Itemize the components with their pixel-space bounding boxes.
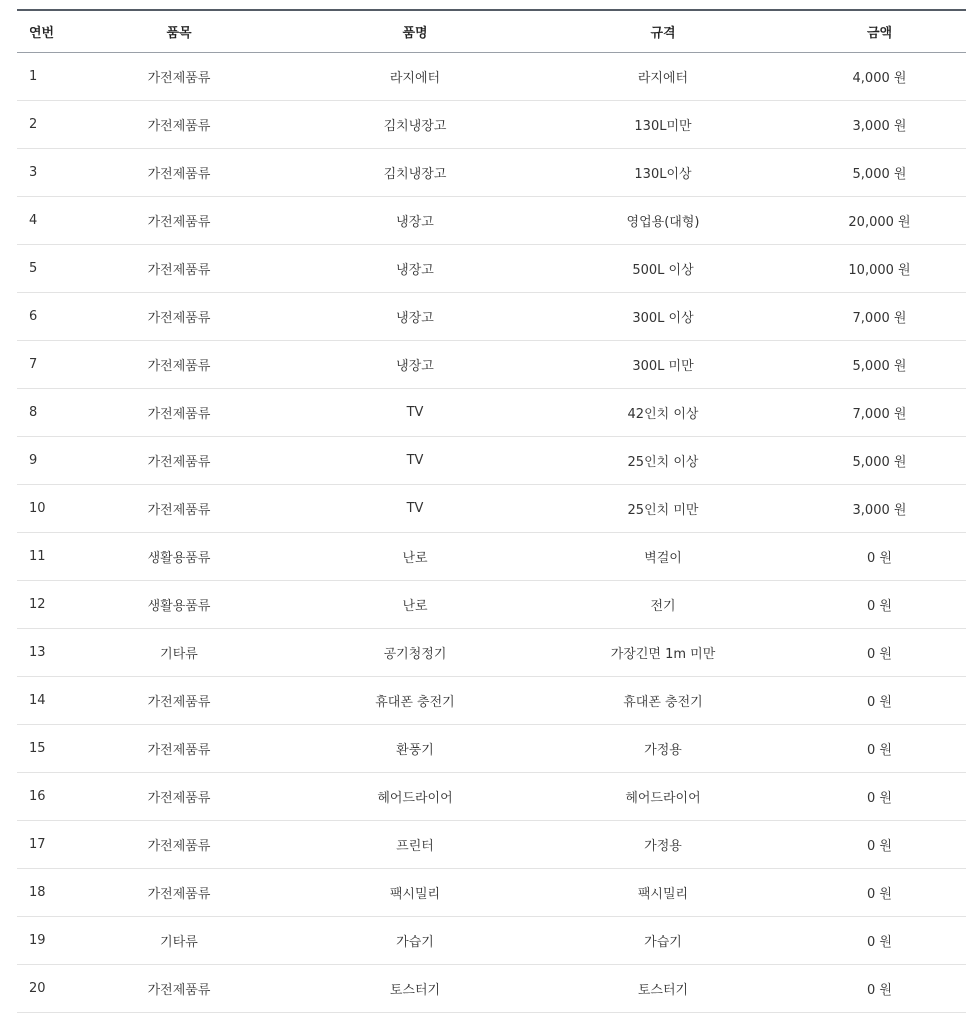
cell-number: 14 — [17, 677, 61, 725]
cell-amount: 0 원 — [793, 965, 966, 1013]
cell-item-name: 냉장고 — [297, 197, 533, 245]
cell-item-name: 프린터 — [297, 821, 533, 869]
cell-spec: 25인치 이상 — [533, 437, 793, 485]
cell-category: 가전제품류 — [61, 149, 297, 197]
cell-number: 19 — [17, 917, 61, 965]
header-spec: 규격 — [533, 10, 793, 53]
cell-spec: 전기 — [533, 581, 793, 629]
cell-amount: 0 원 — [793, 917, 966, 965]
cell-spec: 42인치 이상 — [533, 389, 793, 437]
cell-category: 가전제품류 — [61, 677, 297, 725]
cell-category: 가전제품류 — [61, 965, 297, 1013]
cell-number: 9 — [17, 437, 61, 485]
cell-category: 생활용품류 — [61, 533, 297, 581]
cell-category: 가전제품류 — [61, 869, 297, 917]
cell-spec: 휴대폰 충전기 — [533, 677, 793, 725]
cell-number: 6 — [17, 293, 61, 341]
cell-amount: 4,000 원 — [793, 53, 966, 101]
cell-amount: 0 원 — [793, 581, 966, 629]
table-row — [17, 773, 966, 821]
cell-item-name: 공기청정기 — [297, 629, 533, 677]
cell-amount: 5,000 원 — [793, 437, 966, 485]
table-row — [17, 821, 966, 869]
table-row — [17, 677, 966, 725]
header-category: 품목 — [61, 10, 297, 53]
table-row — [17, 53, 966, 101]
cell-amount: 0 원 — [793, 677, 966, 725]
table-row — [17, 581, 966, 629]
cell-amount: 20,000 원 — [793, 197, 966, 245]
cell-category: 가전제품류 — [61, 197, 297, 245]
cell-amount: 10,000 원 — [793, 245, 966, 293]
cell-number: 8 — [17, 389, 61, 437]
cell-item-name: TV — [297, 485, 533, 533]
cell-number: 13 — [17, 629, 61, 677]
cell-number: 7 — [17, 341, 61, 389]
cell-spec: 300L 이상 — [533, 293, 793, 341]
cell-spec: 헤어드라이어 — [533, 773, 793, 821]
table-row — [17, 293, 966, 341]
cell-number: 17 — [17, 821, 61, 869]
cell-number: 11 — [17, 533, 61, 581]
header-number: 연번 — [17, 10, 61, 53]
cell-item-name: TV — [297, 389, 533, 437]
cell-number: 10 — [17, 485, 61, 533]
cell-number: 15 — [17, 725, 61, 773]
cell-category: 기타류 — [61, 917, 297, 965]
cell-amount: 7,000 원 — [793, 389, 966, 437]
cell-item-name: 냉장고 — [297, 341, 533, 389]
cell-amount: 0 원 — [793, 725, 966, 773]
cell-category: 가전제품류 — [61, 437, 297, 485]
cell-amount: 0 원 — [793, 821, 966, 869]
table-row — [17, 533, 966, 581]
cell-amount: 7,000 원 — [793, 293, 966, 341]
table-row — [17, 101, 966, 149]
cell-item-name: 환풍기 — [297, 725, 533, 773]
cell-spec: 가장긴면 1m 미만 — [533, 629, 793, 677]
table-row — [17, 197, 966, 245]
cell-number: 1 — [17, 53, 61, 101]
table-row — [17, 149, 966, 197]
cell-amount: 5,000 원 — [793, 341, 966, 389]
cell-spec: 벽걸이 — [533, 533, 793, 581]
cell-number: 5 — [17, 245, 61, 293]
cell-number: 20 — [17, 965, 61, 1013]
table-row — [17, 917, 966, 965]
cell-category: 가전제품류 — [61, 725, 297, 773]
cell-item-name: 김치냉장고 — [297, 101, 533, 149]
cell-spec: 라지에터 — [533, 53, 793, 101]
table-header — [17, 10, 966, 53]
cell-category: 가전제품류 — [61, 341, 297, 389]
cell-amount: 3,000 원 — [793, 485, 966, 533]
cell-category: 생활용품류 — [61, 581, 297, 629]
table-row — [17, 965, 966, 1013]
cell-category: 가전제품류 — [61, 101, 297, 149]
cell-item-name: 냉장고 — [297, 245, 533, 293]
cell-item-name: 난로 — [297, 533, 533, 581]
cell-item-name: 김치냉장고 — [297, 149, 533, 197]
header-amount: 금액 — [793, 10, 966, 53]
cell-number: 2 — [17, 101, 61, 149]
cell-item-name: 냉장고 — [297, 293, 533, 341]
cell-spec: 300L 미만 — [533, 341, 793, 389]
cell-item-name: 휴대폰 충전기 — [297, 677, 533, 725]
fee-table — [17, 9, 966, 1013]
cell-category: 기타류 — [61, 629, 297, 677]
table-row — [17, 341, 966, 389]
cell-amount: 3,000 원 — [793, 101, 966, 149]
cell-spec: 가정용 — [533, 821, 793, 869]
table-row — [17, 869, 966, 917]
table-row — [17, 245, 966, 293]
cell-spec: 130L이상 — [533, 149, 793, 197]
cell-item-name: 토스터기 — [297, 965, 533, 1013]
cell-category: 가전제품류 — [61, 293, 297, 341]
cell-category: 가전제품류 — [61, 53, 297, 101]
cell-number: 18 — [17, 869, 61, 917]
fee-table-container — [17, 9, 966, 1013]
cell-number: 3 — [17, 149, 61, 197]
cell-spec: 가습기 — [533, 917, 793, 965]
table-row — [17, 629, 966, 677]
cell-number: 16 — [17, 773, 61, 821]
cell-amount: 5,000 원 — [793, 149, 966, 197]
table-body — [17, 53, 966, 1013]
cell-item-name: 가습기 — [297, 917, 533, 965]
cell-category: 가전제품류 — [61, 389, 297, 437]
cell-amount: 0 원 — [793, 533, 966, 581]
cell-spec: 500L 이상 — [533, 245, 793, 293]
table-row — [17, 437, 966, 485]
cell-item-name: 난로 — [297, 581, 533, 629]
header-row — [17, 10, 966, 53]
cell-amount: 0 원 — [793, 773, 966, 821]
cell-spec: 팩시밀리 — [533, 869, 793, 917]
cell-spec: 영업용(대형) — [533, 197, 793, 245]
cell-spec: 25인치 미만 — [533, 485, 793, 533]
cell-category: 가전제품류 — [61, 821, 297, 869]
cell-amount: 0 원 — [793, 869, 966, 917]
table-row — [17, 389, 966, 437]
cell-category: 가전제품류 — [61, 485, 297, 533]
cell-item-name: 라지에터 — [297, 53, 533, 101]
cell-category: 가전제품류 — [61, 245, 297, 293]
cell-amount: 0 원 — [793, 629, 966, 677]
cell-spec: 130L미만 — [533, 101, 793, 149]
table-row — [17, 485, 966, 533]
table-row — [17, 725, 966, 773]
cell-category: 가전제품류 — [61, 773, 297, 821]
cell-spec: 가정용 — [533, 725, 793, 773]
header-item-name: 품명 — [297, 10, 533, 53]
cell-item-name: 헤어드라이어 — [297, 773, 533, 821]
cell-spec: 토스터기 — [533, 965, 793, 1013]
cell-item-name: 팩시밀리 — [297, 869, 533, 917]
cell-number: 4 — [17, 197, 61, 245]
cell-number: 12 — [17, 581, 61, 629]
cell-item-name: TV — [297, 437, 533, 485]
